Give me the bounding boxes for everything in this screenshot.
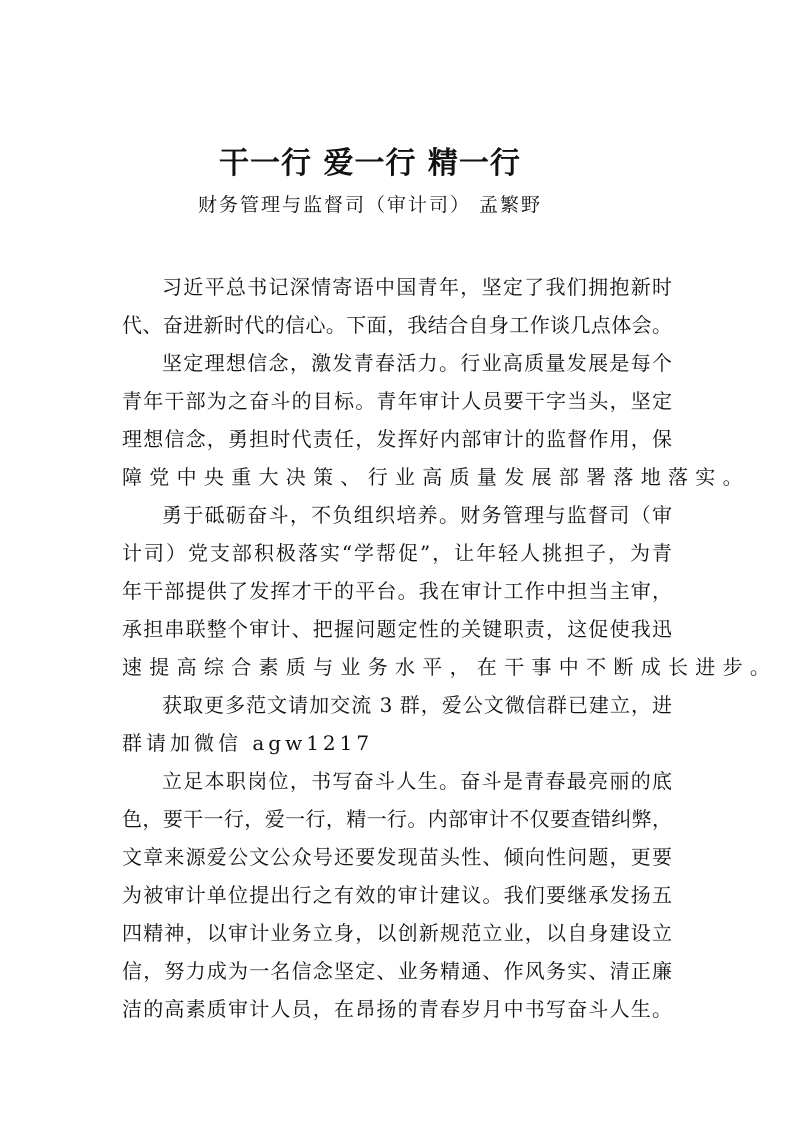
text-line: 洁的高素质审计人员，在昂扬的青春岁月中书写奋斗人生。 [122, 997, 672, 1021]
text-line: 文章来源爱公文公众号还要发现苗头性、倾向性问题，更要 [122, 845, 672, 869]
text-line: 勇于砥砺奋斗，不负组织培养。财务管理与监督司（审 [162, 503, 672, 527]
text-line: 信，努力成为一名信念坚定、业务精通、作风务实、清正廉 [122, 959, 672, 983]
text-line: 代、奋进新时代的信心。下面，我结合自身工作谈几点体会。 [122, 313, 672, 337]
text-line: 承担串联整个审计、把握问题定性的关键职责，这促使我迅 [122, 617, 672, 641]
text-line: 立足本职岗位，书写奋斗人生。奋斗是青春最亮丽的底 [162, 769, 672, 793]
text-line: 青年干部为之奋斗的目标。青年审计人员要干字当头，坚定 [122, 389, 672, 413]
document-title: 干一行 爱一行 精一行 [219, 146, 521, 181]
document-author: 财务管理与监督司（审计司） 孟繁野 [197, 194, 543, 216]
text-line: 理想信念，勇担时代责任，发挥好内部审计的监督作用，保 [122, 427, 672, 451]
text-line: 色，要干一行，爱一行，精一行。内部审计不仅要查错纠弊， [122, 807, 672, 831]
text-line: 坚定理想信念，激发青春活力。行业高质量发展是每个 [162, 351, 672, 375]
text-line: 计司）党支部积极落实“学帮促”，让年轻人挑担子，为青 [122, 541, 672, 565]
text-line: 速提高综合素质与业务水平，在干事中不断成长进步。 [122, 655, 778, 679]
text-line: 障党中央重大决策、行业高质量发展部署落地落实。 [122, 465, 750, 489]
text-line: 年干部提供了发挥才干的平台。我在审计工作中担当主审， [122, 579, 672, 603]
text-line: 为被审计单位提出行之有效的审计建议。我们要继承发扬五 [122, 883, 672, 907]
text-line: 四精神，以审计业务立身，以创新规范立业，以自身建设立 [122, 921, 672, 945]
text-line: 习近平总书记深情寄语中国青年，坚定了我们拥抱新时 [162, 275, 672, 299]
text-line: 群请加微信 agw1217 [122, 731, 374, 755]
text-line: 获取更多范文请加交流 3 群，爱公文微信群已建立，进 [162, 693, 672, 717]
